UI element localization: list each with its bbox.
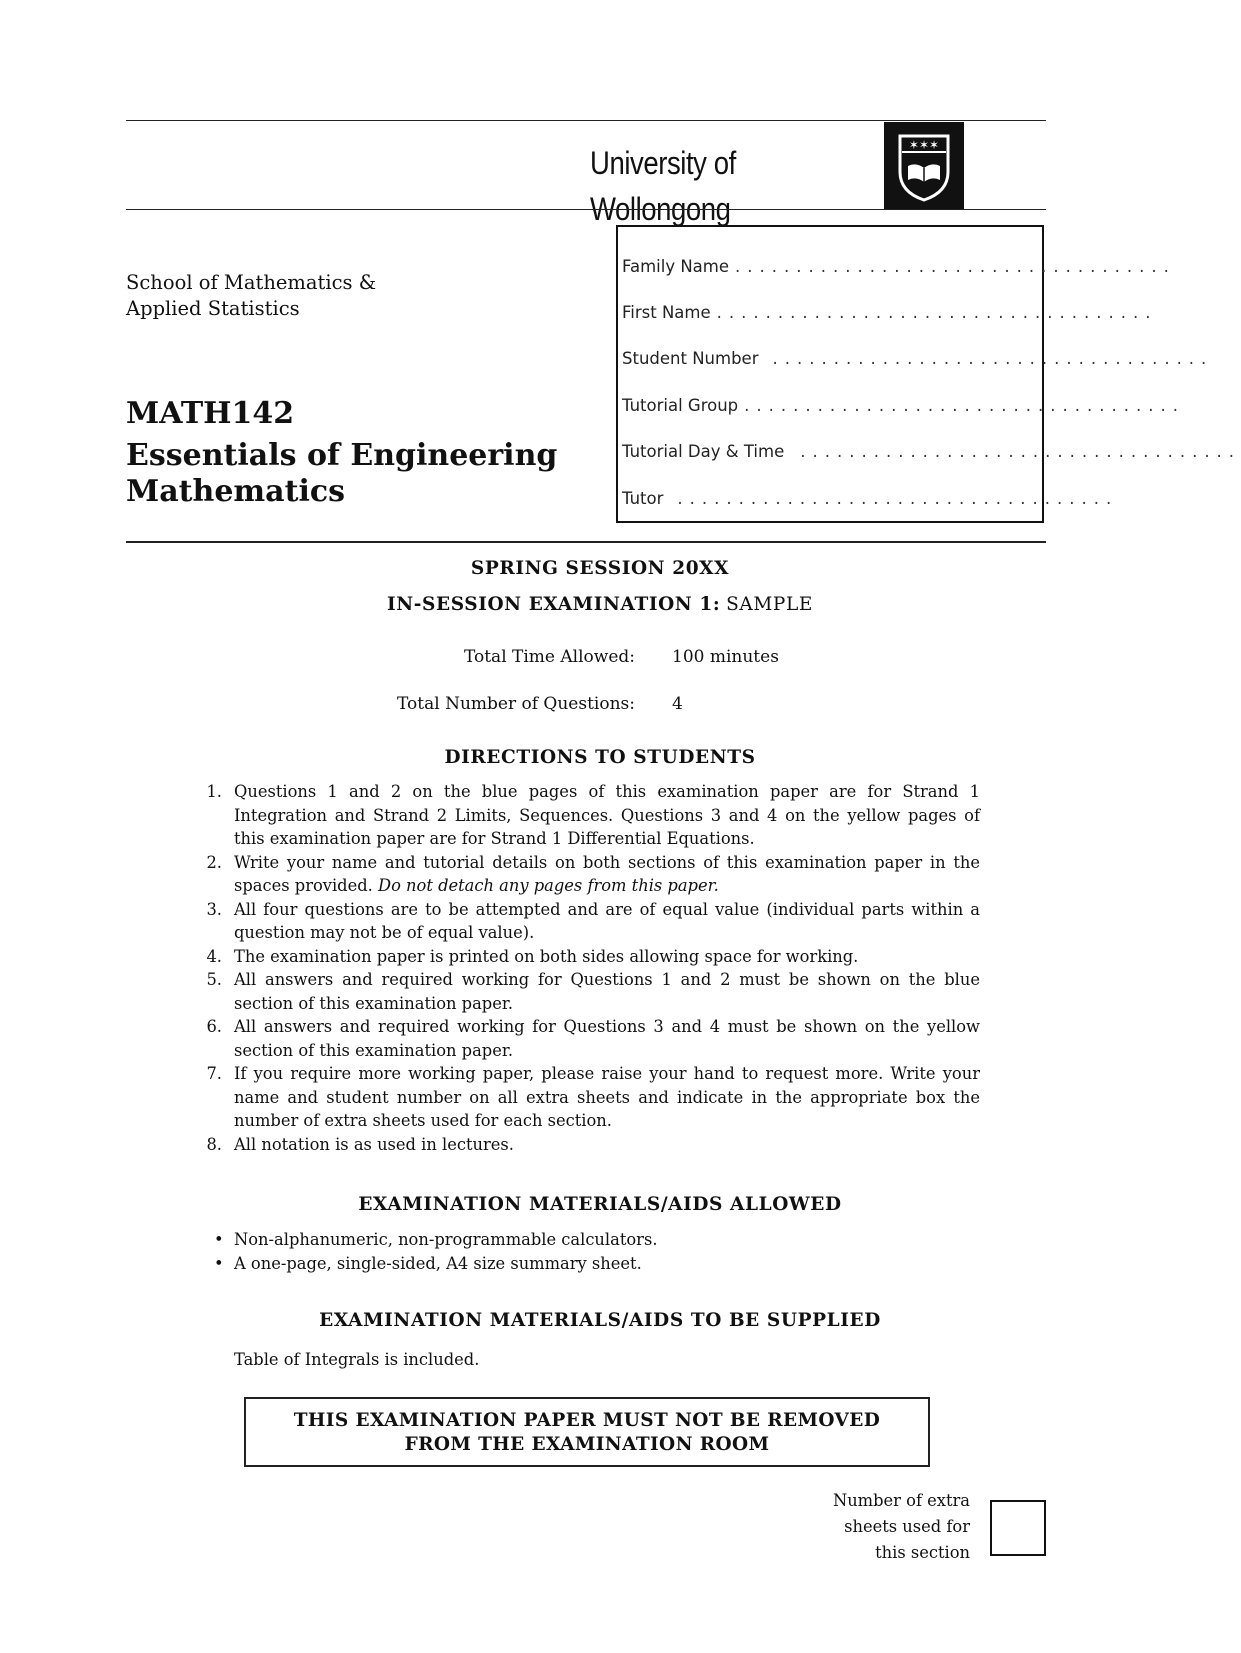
list-item: [200, 1015, 980, 1062]
warning-line-1: THIS EXAMINATION PAPER MUST NOT BE REMOVED: [293, 1410, 881, 1431]
directions-list: [200, 780, 980, 1156]
list-item: [214, 1228, 658, 1252]
first-name-field[interactable]: First Name ....................................: [622, 303, 1158, 322]
item-text: Write your name and tutorial details on both sections of this examination paper in the spaces provided.: [234, 852, 980, 895]
directions-heading: DIRECTIONS TO STUDENTS: [444, 747, 756, 768]
extra-sheets-line-2: sheets used for: [844, 1517, 970, 1536]
item-number: 4.: [206, 946, 222, 966]
list-item: [200, 968, 980, 1015]
item-text: Questions 1 and 2 on the blue pages of this examination paper are for Strand 1 Integration and Strand 2 Limits, Sequences. Questions 3 and 4 on the yellow pages of this examination paper are for Strand 1 Differential Equations.: [234, 782, 980, 848]
title-block-rule: [126, 541, 1046, 543]
list-item: [200, 1133, 980, 1157]
aids-supplied-heading: EXAMINATION MATERIALS/AIDS TO BE SUPPLIED: [319, 1310, 881, 1331]
item-text: A one-page, single-sided, A4 size summary sheet.: [234, 1253, 642, 1273]
removal-warning-box: [244, 1397, 930, 1467]
item-number: 1.: [206, 782, 222, 801]
extra-sheets-line-1: Number of extra: [832, 1491, 970, 1510]
field-label: Tutor: [622, 489, 664, 508]
bullet-icon: •: [214, 1253, 224, 1273]
tutor-field[interactable]: Tutor ....................................: [622, 489, 1119, 508]
exam-title-sample: SAMPLE: [726, 594, 813, 615]
list-item: [200, 780, 980, 851]
course-title: [126, 438, 586, 510]
item-emphasis: Do not detach any pages from this paper.: [378, 876, 719, 895]
course-title-line-2: Mathematics: [126, 474, 345, 509]
bullet-icon: •: [214, 1230, 224, 1249]
aids-supplied-text: Table of Integrals is included.: [234, 1350, 480, 1369]
school-line-2: Applied Statistics: [126, 297, 300, 320]
list-item: [214, 1252, 658, 1276]
item-text: The examination paper is printed on both sides allowing space for working.: [234, 946, 859, 966]
time-allowed-value: 100 minutes: [672, 647, 779, 667]
family-name-field[interactable]: Family Name ....................................: [622, 257, 1176, 276]
field-label: First Name: [622, 303, 711, 322]
university-name: University of Wollongong: [590, 145, 736, 227]
field-label: Student Number: [622, 349, 759, 368]
item-number: 8.: [206, 1134, 222, 1154]
exam-title: [0, 594, 1200, 615]
item-text: If you require more working paper, please raise your hand to request more. Write your name and student number on all extra sheets and indicate in the appropriate box the number of extra sheets used for each section.: [234, 1064, 980, 1130]
item-number: 2.: [206, 852, 222, 872]
svg-text:✶✶✶: ✶✶✶: [908, 138, 940, 152]
school-line-1: School of Mathematics &: [126, 271, 377, 294]
item-number: 7.: [206, 1064, 222, 1083]
item-text: All answers and required working for Questions 1 and 2 must be shown on the blue section of this examination paper.: [234, 970, 980, 1013]
list-item: [200, 851, 980, 898]
student-number-field[interactable]: Student Number ....................................: [622, 349, 1214, 368]
tutorial-group-field[interactable]: Tutorial Group ....................................: [622, 396, 1185, 415]
tutorial-day-time-field[interactable]: Tutorial Day & Time ....................................: [622, 442, 1241, 461]
aids-allowed-list: [214, 1228, 658, 1275]
extra-sheets-line-3: this section: [875, 1543, 970, 1562]
list-item: [200, 1062, 980, 1133]
aids-allowed-heading: EXAMINATION MATERIALS/AIDS ALLOWED: [358, 1194, 842, 1215]
extra-sheets-count-box[interactable]: [990, 1500, 1046, 1556]
item-number: 6.: [206, 1017, 222, 1036]
extra-sheets-label: [780, 1488, 970, 1566]
field-label: Tutorial Group: [622, 396, 739, 415]
question-count-value: 4: [672, 694, 683, 714]
field-label: Tutorial Day & Time: [622, 442, 785, 461]
list-item: [200, 945, 980, 969]
university-crest-logo: [884, 122, 964, 210]
item-text: Non-alphanumeric, non-programmable calculators.: [234, 1230, 658, 1249]
item-text: All answers and required working for Questions 3 and 4 must be shown on the yellow section of this examination paper.: [234, 1017, 980, 1060]
school-name: [126, 270, 376, 322]
item-text: All four questions are to be attempted and are of equal value (individual parts within a question may not be of equal value).: [234, 899, 980, 942]
student-details-box: [616, 225, 1241, 523]
header-top-rule: [126, 120, 1046, 121]
header-bottom-rule: [126, 209, 1046, 210]
field-label: Family Name: [622, 257, 730, 276]
course-title-line-1: Essentials of Engineering: [126, 438, 558, 473]
item-number: 5.: [206, 970, 222, 989]
crest-shield-icon: [884, 122, 964, 210]
item-number: 3.: [206, 899, 222, 919]
exam-title-bold: IN-SESSION EXAMINATION 1:: [387, 594, 721, 615]
course-code: MATH142: [126, 396, 295, 431]
time-allowed-label: Total Time Allowed:: [463, 647, 635, 667]
warning-line-2: FROM THE EXAMINATION ROOM: [404, 1434, 770, 1455]
question-count-label: Total Number of Questions:: [397, 694, 635, 714]
item-text: All notation is as used in lectures.: [234, 1134, 514, 1154]
list-item: [200, 898, 980, 945]
session-heading: SPRING SESSION 20XX: [470, 558, 730, 579]
